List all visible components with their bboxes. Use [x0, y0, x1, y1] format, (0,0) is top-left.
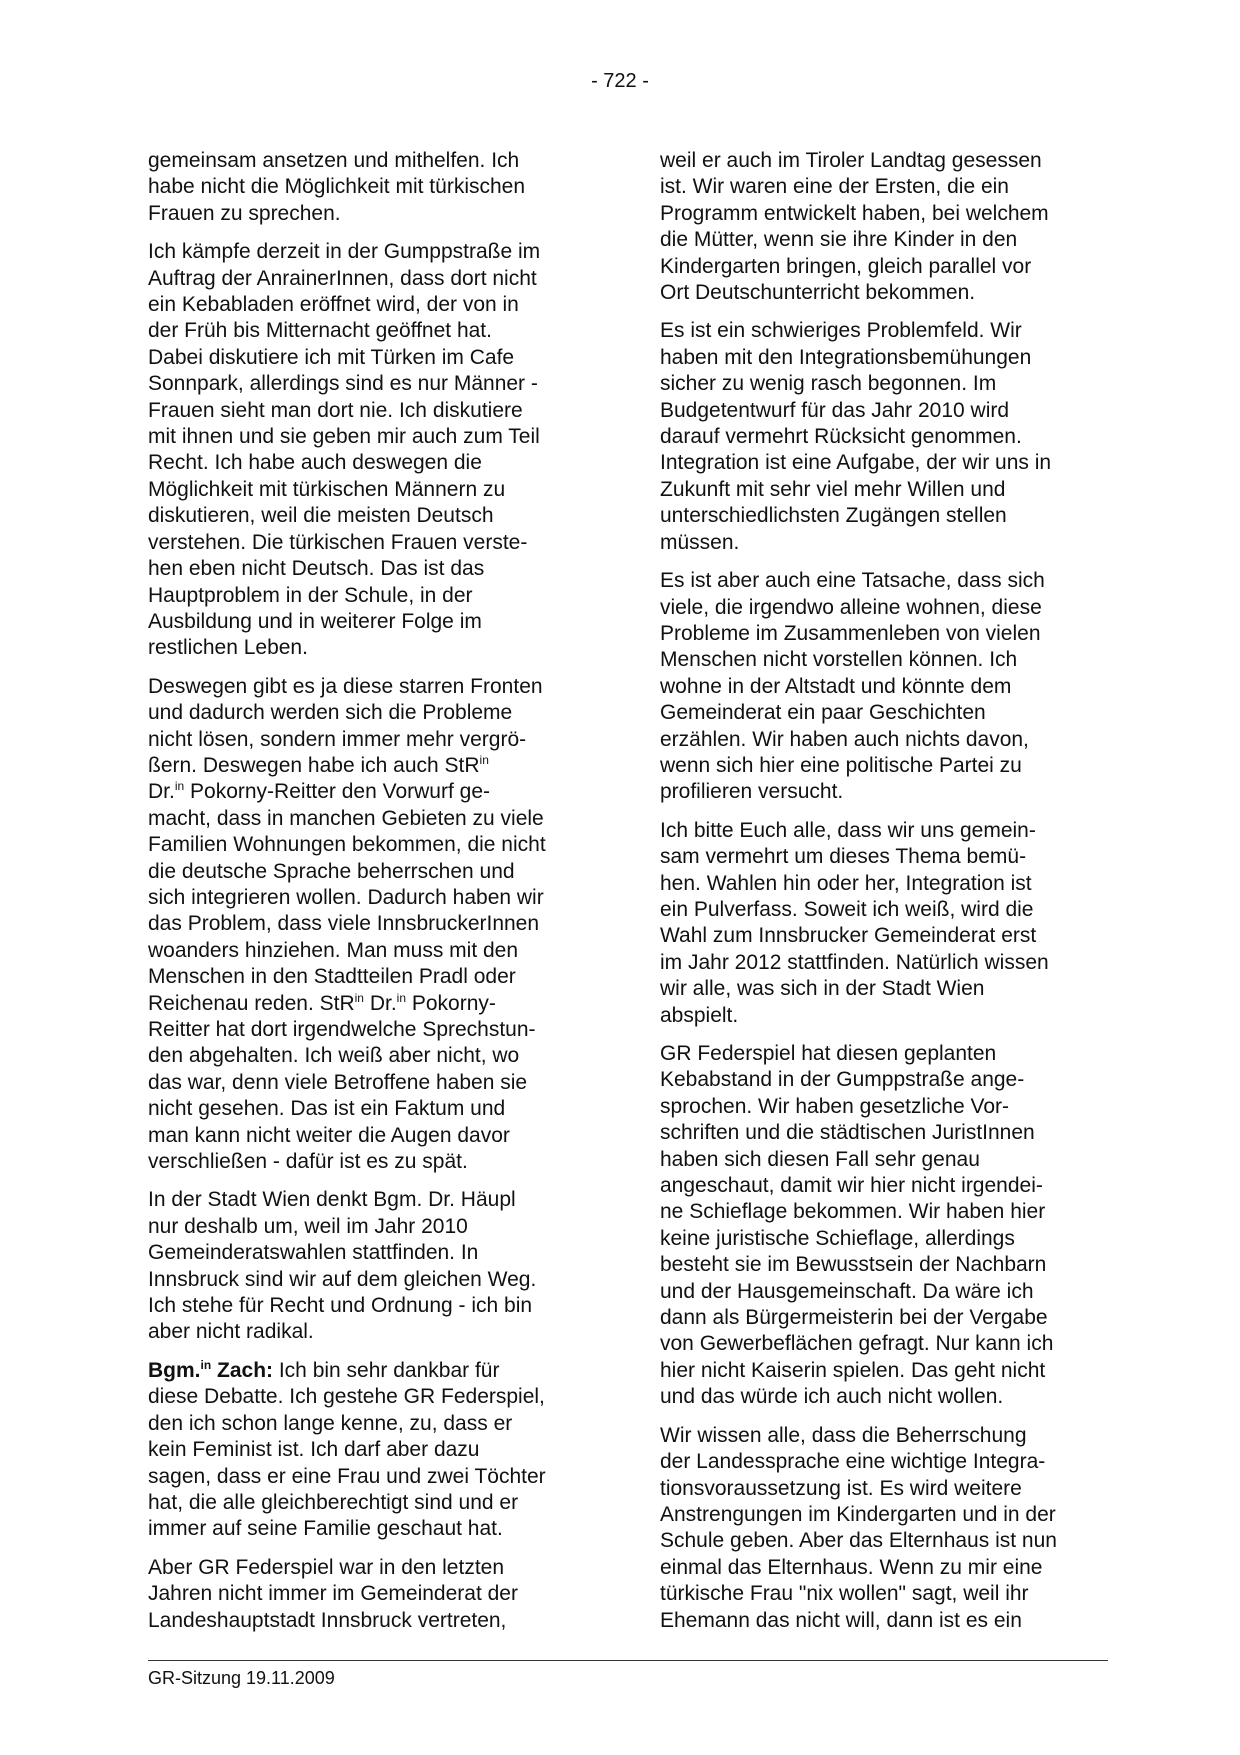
paragraph: In der Stadt Wien denkt Bgm. Dr. Häupl nur deshalb um, weil im Jahr 2010 Gemeinderatswahlen stattfinden. In Innsbruck sind wir auf dem gleichen Weg. Ich stehe für Recht und Ordnung - ich bin aber nicht radikal. [148, 1188, 537, 1344]
superscript: in [354, 990, 364, 1005]
page-number: - 722 - [591, 70, 649, 92]
paragraph: Ich bitte Euch alle, dass wir uns gemein- sam vermehrt um dieses Thema bemü- hen. Wahlen hin oder her, Integration ist ein Pulverfass. Soweit ich weiß, wird die Wahl zum Innsbrucker Gemeinderat erst im Jahr 2012 stattfinden. Natürlich wissen wir alle, was sich in der Stadt Wien abspielt. [660, 818, 1049, 1027]
paragraph: GR Federspiel hat diesen geplanten Kebabstand in der Gumppstraße ange- sprochen. Wir haben gesetzliche Vor- schriften und die städtischen JuristInnen haben sich diesen Fall sehr genau angeschaut, damit wir hier nicht irgendei- ne Schieflage bekommen. Wir haben hier keine juristische Schieflage, allerdings besteht sie im Bewusstsein der Nachbarn und der Hausgemeinschaft. Da wäre ich dann als Bürgermeisterin bei der Vergabe von Gewerbeflächen gefragt. Nur kann ich hier nicht Kaiserin spielen. Das geht nicht und das würde ich auch nicht wollen. [660, 1042, 1054, 1409]
paragraph: Ich kämpfe derzeit in der Gumppstraße im Auftrag der AnrainerInnen, dass dort nicht ein Kebabladen eröffnet wird, der von in der Früh bis Mitternacht geöffnet hat. Dabei diskutiere ich mit Türken im Cafe Sonnpark, allerdings sind es nur Männer - Frauen sieht man dort nie. Ich diskutiere mit ihnen und sie geben mir auch zum Teil Recht. Ich habe auch deswegen die Möglichkeit mit türkischen Männern zu diskutieren, weil die meisten Deutsch verstehen. Die türkischen Frauen verste- hen eben nicht Deutsch. Das ist das Hauptproblem in der Schule, in der Ausbildung und in weiterer Folge im restlichen Leben. [148, 240, 541, 660]
paragraph: Es ist aber auch eine Tatsache, dass sich viele, die irgendwo alleine wohnen, diese Probleme im Zusammenleben von vielen Menschen nicht vorstellen können. Ich wohne in der Altstadt und könnte dem Gemeinderat ein paar Geschichten erzählen. Wir haben auch nichts davon, wenn sich hier eine politische Partei zu profilieren versucht. [660, 569, 1045, 804]
superscript: in [479, 752, 489, 767]
paragraph: Aber GR Federspiel war in den letzten Jahren nicht immer im Gemeinderat der Landeshauptstadt Innsbruck vertreten, [148, 1555, 518, 1632]
paragraph: Bgm.$^{in}$ Zach: Ich bin sehr dankbar für diese Debatte. Ich gestehe GR Federspiel, den ich schon lange kenne, zu, dass er kein Feminist ist. Ich darf aber dazu sagen, dass er eine Frau und zwei Töchter hat, die alle gleichberechtigt sind und er immer auf seine Familie geschaut hat. [148, 1357, 546, 1541]
footer-session-date: GR-Sitzung 19.11.2009 [148, 1668, 335, 1688]
left-column [148, 148, 598, 1634]
paragraph: Wir wissen alle, dass die Beherrschung der Landessprache eine wichtige Integra- tionsvoraussetzung ist. Es wird weitere Anstrengungen im Kindergarten und in der Schule geben. Aber das Elternhaus ist nun einmal das Elternhaus. Wenn zu mir eine türkische Frau "nix wollen" sagt, weil ihr Ehemann das nicht will, dann ist es ein [660, 1423, 1057, 1632]
speaker-name: Bgm.$^{in}$ Zach: [148, 1357, 274, 1382]
paragraph: weil er auch im Tiroler Landtag gesessen ist. Wir waren eine der Ersten, die ein Programm entwickelt haben, bei welchem die Mütter, wenn sie ihre Kinder in den Kindergarten bringen, gleich parallel vor Ort Deutschunterricht bekommen. [660, 149, 1049, 305]
right-column [660, 148, 1110, 1634]
footer-divider [148, 1660, 1108, 1661]
paragraph: Deswegen gibt es ja diese starren Fronten und dadurch werden sich die Probleme nicht lösen, sondern immer mehr vergrö- ßern. Deswegen habe ich auch StR$^{in}$ Dr.$^{in}$ Pokorny-Reitter den Vorwurf ge- macht, dass in manchen Gebieten zu viele Familien Wohnungen bekommen, die nicht die deutsche Sprache beherrschen und sich integrieren wollen. Dadurch haben wir das Problem, dass viele InnsbruckerInnen woanders hinziehen. Man muss mit den Menschen in den Stadtteilen Pradl oder Reichenau reden. StR$^{in}$ Dr.$^{in}$ Pokorny- Reitter hat dort irgendwelche Sprechstun- den abgehalten. Ich weiß aber nicht, wo das war, denn viele Betroffene haben sie nicht gesehen. Das ist ein Faktum und man kann nicht weiter die Augen davor verschließen - dafür ist es zu spät. [148, 674, 546, 1174]
superscript: in [174, 779, 185, 794]
paragraph: gemeinsam ansetzen und mithelfen. Ich habe nicht die Möglichkeit mit türkischen Frauen zu sprechen. [148, 149, 526, 225]
superscript: in [396, 990, 406, 1005]
paragraph: Es ist ein schwieriges Problemfeld. Wir haben mit den Integrationsbemühungen sicher zu wenig rasch begonnen. Im Budgetentwurf für das Jahr 2010 wird darauf vermehrt Rücksicht genommen. Integration ist eine Aufgabe, der wir uns in Zukunft mit sehr viel mehr Willen und unterschiedlichsten Zugängen stellen müssen. [660, 319, 1052, 554]
